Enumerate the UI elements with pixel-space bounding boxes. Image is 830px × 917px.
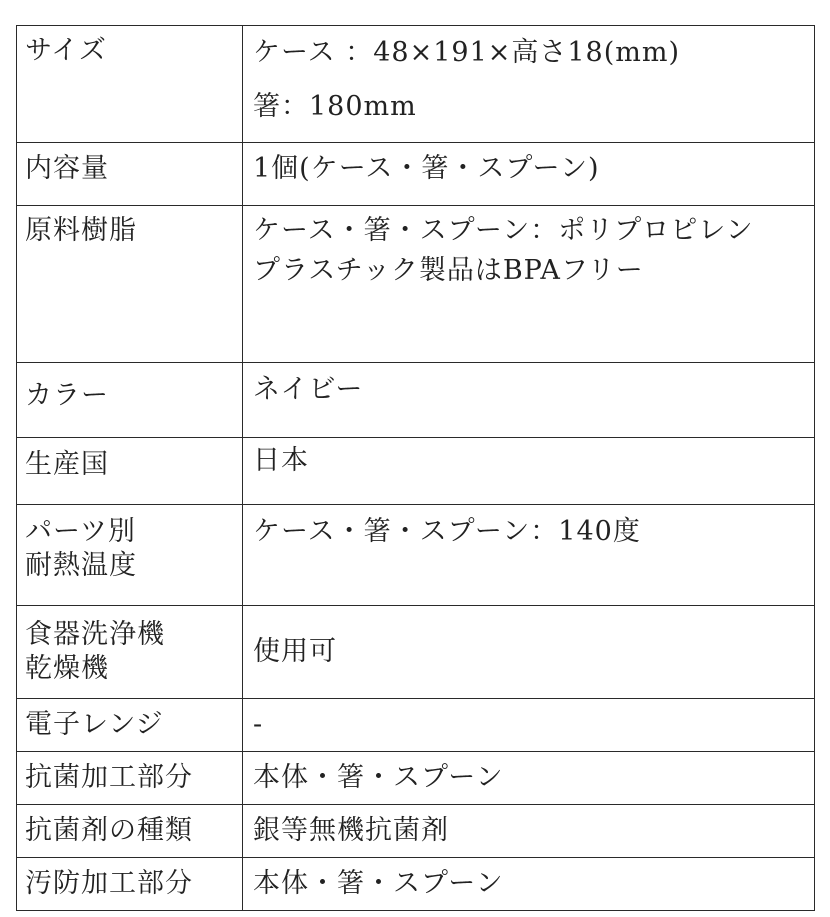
spec-value-cell [243, 505, 815, 606]
spec-value-cell [243, 143, 815, 206]
spec-row-microwave [17, 699, 815, 752]
spec-label-cell [17, 752, 243, 805]
spec-label: 内容量 [25, 153, 109, 184]
spec-value-cell [243, 699, 815, 752]
spec-label: 汚防加工部分 [25, 868, 193, 899]
spec-value-cell [243, 858, 815, 911]
spec-label: 抗菌剤の種類 [25, 815, 193, 846]
spec-label: 生産国 [25, 449, 109, 480]
spec-value: プラスチック製品はBPAフリー [253, 255, 644, 286]
spec-label: 抗菌加工部分 [25, 762, 193, 793]
spec-value: 銀等無機抗菌剤 [253, 815, 449, 846]
spec-value: 使用可 [253, 636, 337, 667]
spec-label: 乾燥機 [25, 653, 109, 684]
spec-value: ケース ：48×191×高さ18(mm) [253, 37, 680, 68]
spec-row-heat-resistance [17, 505, 815, 606]
spec-label: カラー [25, 380, 109, 411]
spec-value: ネイビー [253, 374, 364, 405]
spec-row-antibacterial-parts [17, 752, 815, 805]
spec-row-origin [17, 438, 815, 505]
spec-value-cell [243, 805, 815, 858]
spec-label-cell [17, 805, 243, 858]
spec-value: ケース・箸・スプーン：140度 [253, 516, 641, 547]
spec-label: 食器洗浄機 [25, 619, 165, 650]
spec-value-cell [243, 363, 815, 438]
spec-value: 本体・箸・スプーン [253, 762, 504, 793]
spec-value: - [253, 709, 264, 740]
spec-label: サイズ [25, 35, 107, 66]
spec-value-cell [243, 752, 815, 805]
spec-label-cell [17, 505, 243, 606]
spec-row-contents [17, 143, 815, 206]
spec-value-cell [243, 606, 815, 699]
spec-value-cell [243, 26, 815, 143]
spec-label-cell [17, 26, 243, 143]
spec-label-cell [17, 858, 243, 911]
spec-value: 日本 [253, 445, 309, 476]
spec-value-cell [243, 438, 815, 505]
spec-label-cell [17, 438, 243, 505]
spec-row-stain-proof-parts [17, 858, 815, 911]
spec-label: 原料樹脂 [25, 215, 137, 246]
spec-row-antibacterial-agent [17, 805, 815, 858]
spec-value: 本体・箸・スプーン [253, 868, 504, 899]
spec-label: パーツ別 [25, 516, 136, 547]
spec-label-cell [17, 699, 243, 752]
spec-value: 箸：180mm [253, 91, 417, 122]
spec-value: ケース・箸・スプーン：ポリプロピレン [253, 215, 754, 246]
spec-row-size [17, 26, 815, 143]
spec-label: 電子レンジ [25, 709, 164, 740]
spec-table [16, 25, 815, 911]
spec-value: 1個(ケース・箸・スプーン) [253, 153, 600, 184]
spec-label-cell [17, 143, 243, 206]
spec-row-dishwasher [17, 606, 815, 699]
spec-value-cell [243, 206, 815, 363]
spec-label-cell [17, 363, 243, 438]
spec-label-cell [17, 206, 243, 363]
spec-row-resin [17, 206, 815, 363]
spec-row-color [17, 363, 815, 438]
spec-label: 耐熱温度 [25, 550, 137, 581]
spec-label-cell [17, 606, 243, 699]
